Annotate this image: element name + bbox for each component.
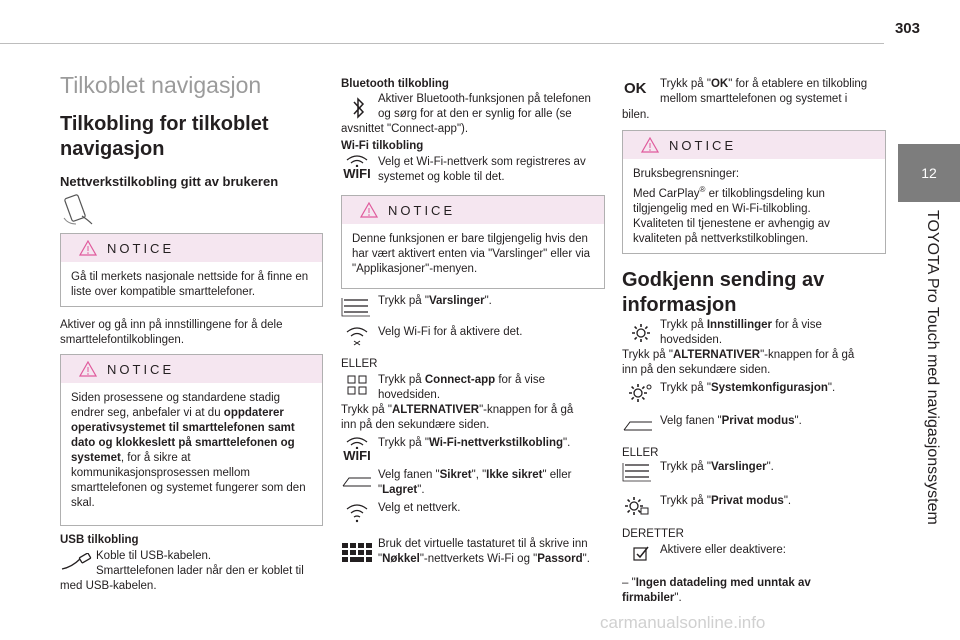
gear-icon [630,322,652,344]
notice-box: NOTICE Denne funksjonen er bare tilgjengelig hvis den har vært aktivert enten via "Varslinger" eller via "Applikasjoner"-menyen. [341,195,605,289]
notifications-icon [341,297,371,317]
step-text: Trykk på "ALTERNATIVER"-knappen for å gå [341,404,574,416]
section-title: Tilkoblet navigasjon [60,72,262,98]
step-text: Trykk på "Wi-Fi-nettverkstilkobling". [378,437,571,449]
step-text: Velg fanen "Sikret", "Ikke sikret" eller [378,469,572,481]
bluetooth-icon [352,96,366,120]
keyboard-icon [341,541,373,565]
wifi-icon: WIFI [341,437,373,462]
smartphone-icon [60,194,96,226]
heading-network: Nettverkstilkobling gitt av brukeren [60,174,279,189]
header-divider [0,43,884,44]
side-title: TOYOTA Pro Touch med navigasjonssystem [924,210,941,525]
usb-cable-icon [60,553,94,573]
step-text: Velg et nettverk. [378,502,461,514]
checkbox-icon [632,544,650,562]
system-config-icon [628,381,654,405]
notice-box: NOTICE Siden prosessene og standardene stadig endrer seg, anbefaler vi at du oppdaterer operativsystemet til smarttelefonen samt dato og klokkeslett på smarttelefonen og systemet, for å sikre at kommunikasjonsprosessen mellom smarttelefonen og systemet fungerer som den skal. [60,354,323,526]
connect-app-icon [346,374,368,396]
chapter-tab[interactable]: 12 [898,144,960,202]
warning-icon [79,240,97,256]
ok-icon: OK [624,80,647,97]
subsection-title: Tilkobling for tilkoblet navigasjon [60,113,269,160]
tab-icon [622,418,654,434]
deretter-label: DERETTER [622,528,684,540]
warning-icon [79,361,97,377]
eller-label: ELLER [341,358,378,370]
step-text: Velg Wi-Fi for å aktivere det. [378,326,523,338]
usb-heading: USB tilkobling [60,534,139,546]
eller-label: ELLER [622,447,659,459]
step-text: Trykk på "Varslinger". [378,295,492,307]
tab-icon [341,474,373,490]
wifi-heading: Wi-Fi tilkobling [341,140,424,152]
bt-heading: Bluetooth tilkobling [341,78,449,90]
warning-icon [641,137,659,153]
private-mode-icon [624,494,650,518]
wifi-icon: WIFI [341,155,373,180]
paragraph: Aktiver og gå inn på innstillingene for å dele smarttelefontilkoblingen. [60,319,283,346]
subsection-title: Godkjenn sending av informasjon [622,269,825,316]
warning-icon [360,202,378,218]
wifi-network-icon [345,503,369,525]
page-number: 303 [894,20,920,37]
notifications-icon [622,462,652,482]
notice-box: NOTICE Bruksbegrensninger: Med CarPlay® er tilkoblingsdeling kun tilgjengelig med en Wi-Fi-tilkobling. Kvaliteten til tjenestene er avhengig av kvaliteten på nettverkstilkoblingen. [622,130,886,254]
wifi-toggle-icon [345,326,369,346]
watermark: carmanualsonline.info [600,613,766,632]
step-text: Trykk på Connect-app for å vise [378,374,545,386]
notice-box: NOTICE Gå til merkets nasjonale nettside for å finne en liste over kompatible smarttelefoner. [60,233,323,307]
